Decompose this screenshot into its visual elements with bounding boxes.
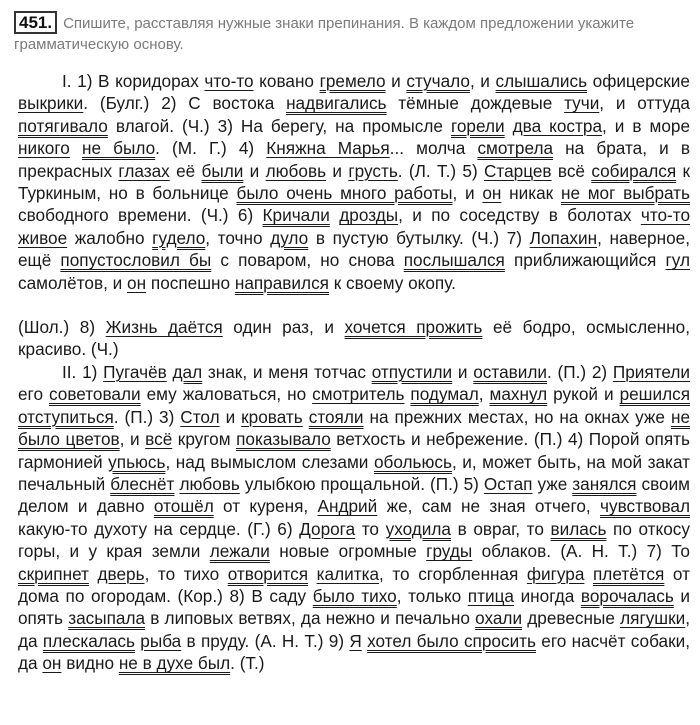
text-segment: знак, и меня тотчас <box>202 361 372 382</box>
predicate-word: упьюсь <box>108 451 166 472</box>
part-1-paragraph <box>18 70 690 294</box>
text-segment: на брата, и в прекрасных <box>18 138 690 181</box>
subject-word: тучи <box>564 93 600 114</box>
subject-word: смотритель <box>312 384 405 405</box>
text-segment: от куреня, <box>213 496 318 517</box>
text-segment: от дома по огородам. (Кор.) 8) В саду <box>18 563 690 606</box>
subject-word: Приятели <box>612 361 690 382</box>
text-segment: видно <box>61 653 119 674</box>
subject-word: птица <box>467 585 514 606</box>
text-segment: и <box>452 361 474 382</box>
text-segment <box>89 564 98 584</box>
text-segment: новые огромные <box>269 541 427 562</box>
predicate-word: Кричали <box>262 205 330 226</box>
subject-word: Княжна Марья <box>266 138 390 159</box>
text-segment: тёмные дождевые <box>386 93 565 114</box>
subject-word: фигура <box>526 563 585 584</box>
predicate-word: оставили <box>473 361 548 382</box>
text-segment: ковано <box>253 71 320 91</box>
text-segment: , только <box>396 585 468 606</box>
predicate-word: охали <box>475 608 523 629</box>
predicate-word: плетётся <box>593 563 665 584</box>
subject-word: Андрий <box>317 496 378 517</box>
text-segment <box>505 116 513 136</box>
subject-word: дверь <box>97 563 145 584</box>
text-segment: , над вымыслом слезами <box>165 451 374 472</box>
text-segment: свободного времени. (Ч.) 6) <box>18 205 263 226</box>
subject-word: Старцев <box>484 160 552 181</box>
predicate-word: чувствовал <box>600 496 690 517</box>
subject-word: любовь <box>265 160 327 181</box>
subject-word: Я <box>349 630 362 651</box>
predicate-word: направился <box>234 272 329 293</box>
text-segment: древесные <box>522 608 621 629</box>
text-segment: , да <box>18 608 690 651</box>
text-segment: II. 1) <box>62 361 104 382</box>
part-2-paragraph <box>18 361 690 675</box>
subject-word: всё <box>145 429 173 450</box>
text-segment: уже <box>532 473 573 494</box>
text-segment: её <box>169 160 202 181</box>
predicate-word: горели <box>450 115 505 136</box>
subject-word: лягушки <box>620 608 686 629</box>
text-segment: , <box>478 384 490 405</box>
text-segment: какую-то духоту на сердце. (Г.) 6) <box>18 518 300 539</box>
subject-word: груды <box>426 541 473 562</box>
text-segment <box>584 564 593 584</box>
text-segment: улыбкою прощальной. (П.) 5) <box>239 473 484 494</box>
predicate-word: не было цветов <box>18 406 691 450</box>
text-segment: и опять <box>18 585 690 629</box>
text-segment: , наверное, ещё <box>18 227 690 271</box>
subject-word: что-то живое <box>18 205 691 248</box>
text-segment: кругом <box>172 429 237 450</box>
text-segment: его насчёт собаки, да <box>18 630 690 674</box>
text-segment: самолётов, и <box>18 272 128 293</box>
subject-word: гул <box>665 250 690 271</box>
predicate-word: не в духе был <box>118 653 231 674</box>
predicate-word: засыпала <box>68 608 146 629</box>
predicate-word: слышались <box>495 71 588 91</box>
predicate-word: стояли <box>308 406 364 427</box>
text-segment: , точно <box>205 227 271 248</box>
predicate-word: плескалась <box>42 630 135 651</box>
text-segment: к своему окопу. <box>328 272 456 293</box>
subject-word: калитка <box>316 563 380 584</box>
predicate-word: вилась <box>550 518 607 539</box>
text-segment: , и, может быть, на мой закат печальный <box>18 451 691 494</box>
subject-word: любовь <box>179 473 240 494</box>
text-segment: , и <box>452 183 483 204</box>
part-1-continuation <box>18 316 690 361</box>
predicate-word: отошёл <box>153 496 214 517</box>
predicate-word: отворится <box>227 563 309 584</box>
text-segment: . (Т.) <box>230 653 265 674</box>
task-number: 451. <box>14 11 57 34</box>
subject-word: никого <box>18 138 70 159</box>
subject-word: рыба <box>140 630 182 651</box>
text-segment: и <box>385 71 407 91</box>
predicate-word: махнул <box>489 384 548 405</box>
text-segment: в липовых ветвях, да нежно и печально <box>145 608 476 629</box>
text-segment: своим делом и давно <box>18 473 690 517</box>
subject-word: Жизнь даётся <box>105 317 223 338</box>
predicate-word: отпустили <box>371 361 453 382</box>
predicate-word: стучало <box>406 71 470 91</box>
text-segment: (Шол.) 8) <box>18 317 106 338</box>
text-segment: I. 1) В коридорах <box>62 71 205 91</box>
text-segment: . (Л. Т.) 5) <box>397 160 485 181</box>
text-segment: по откосу горы, и у края земли <box>18 518 690 562</box>
text-segment: , и <box>469 71 496 91</box>
subject-word: выкрики <box>18 93 84 114</box>
predicate-word: дал <box>172 361 203 382</box>
predicate-word: хочется прожить <box>344 317 483 338</box>
predicate-word: обольюсь <box>373 451 452 472</box>
predicate-word: смотрела <box>477 138 554 159</box>
text-segment: иногда <box>513 585 581 606</box>
subject-word: глазах <box>118 160 170 181</box>
predicate-word: потягивало <box>18 115 108 136</box>
text-segment: ветхость и небрежение. (П.) 4) Порой опять гармонией <box>18 429 690 472</box>
text-segment: , и оттуда <box>599 93 690 114</box>
text-segment: один раз, и <box>222 317 345 338</box>
text-segment: , и <box>119 429 146 450</box>
text-segment: приближающийся <box>504 250 666 271</box>
text-segment: офицерские <box>587 71 690 91</box>
text-segment: облаков. (А. Н. Т.) 7) То <box>472 541 690 562</box>
text-segment: поспешно <box>146 272 235 293</box>
text-segment: . (М. Г.) 4) <box>155 138 267 159</box>
predicate-word: гремело <box>319 71 386 91</box>
text-segment: в пруду. (А. Н. Т.) 9) <box>181 630 350 651</box>
subject-word: он <box>482 183 502 204</box>
predicate-word: собирался <box>591 160 677 181</box>
subject-word: он <box>42 653 62 674</box>
predicate-word: советовали <box>48 384 141 405</box>
text-segment: , то сгорбленная <box>379 563 527 584</box>
text-segment: . (П.) 2) <box>547 361 613 382</box>
predicate-word: подумал <box>410 384 479 405</box>
text-segment: на прежних местах, но на окнах уже <box>363 406 671 427</box>
task-header <box>14 11 690 55</box>
text-segment: то <box>355 518 386 539</box>
text-segment <box>70 138 82 158</box>
paragraph-gap <box>18 294 690 316</box>
subject-word: он <box>127 272 147 293</box>
predicate-word: было очень много работы <box>236 183 453 204</box>
exercise-text <box>18 70 690 675</box>
text-segment: ему жаловаться, но <box>140 384 313 405</box>
subject-word: Дорога <box>299 518 356 539</box>
subject-word: Остап <box>483 473 533 494</box>
subject-word: что-то <box>204 71 254 91</box>
text-segment: всё <box>551 160 592 181</box>
text-segment: жалобно <box>67 227 153 248</box>
text-segment: , и в море <box>602 115 691 136</box>
text-segment: никак <box>501 183 561 204</box>
predicate-word: дуло <box>270 227 309 248</box>
predicate-word: скрипнет <box>18 563 89 584</box>
predicate-word: были <box>201 160 244 181</box>
subject-word: Стол <box>180 406 220 427</box>
text-segment: и <box>219 406 242 427</box>
text-segment: , и по соседству в болотах <box>398 205 641 226</box>
predicate-word: ворочалась <box>580 585 674 606</box>
predicate-word: попустословил бы <box>60 250 212 271</box>
predicate-word: блеснёт <box>110 473 175 494</box>
text-segment: влагой. (Ч.) 3) На берегу, на промысле <box>107 115 451 136</box>
predicate-word: уходила <box>385 518 451 539</box>
text-segment: ... молча <box>389 138 478 159</box>
text-segment: рукой и <box>547 384 620 405</box>
predicate-word: не было <box>81 138 156 159</box>
text-segment: . (П.) 3) <box>113 406 181 427</box>
text-segment: к Туркиным, но в больнице <box>18 160 691 204</box>
text-segment: . (Булг.) 2) С востока <box>83 93 287 114</box>
predicate-word: надвигались <box>286 93 387 114</box>
predicate-word: занялся <box>572 473 637 494</box>
text-segment: в овраг, то <box>451 518 551 539</box>
text-segment <box>330 205 339 225</box>
predicate-word: гудело <box>152 227 206 248</box>
text-segment: же, сам не зная отчего, <box>377 496 601 517</box>
predicate-word: лежали <box>209 541 270 562</box>
subject-word: дрозды <box>339 205 399 226</box>
text-segment: с поваром, но снова <box>211 250 404 271</box>
predicate-word: не мог выбрать <box>560 183 691 204</box>
predicate-word: показывало <box>236 429 331 450</box>
text-segment: , то тихо <box>144 563 228 584</box>
text-segment: её бодро, осмысленно, красиво. (Ч.) <box>18 317 690 360</box>
predicate-word: решился отступиться <box>18 384 690 427</box>
subject-word: Лопахин <box>529 227 598 248</box>
predicate-word: было тихо <box>312 585 397 606</box>
text-segment: в пустую бутылку. (Ч.) 7) <box>308 227 530 248</box>
text-segment: его <box>18 384 49 405</box>
subject-word: кровать <box>241 406 303 427</box>
predicate-word: послышался <box>403 250 505 271</box>
subject-word: грусть <box>348 160 398 181</box>
subject-word: Пугачёв <box>103 361 167 382</box>
text-segment: и <box>326 160 349 181</box>
predicate-word: хотел было спросить <box>367 630 536 651</box>
text-segment: и <box>243 160 266 181</box>
text-segment <box>308 564 317 584</box>
subject-word: два костра <box>512 115 603 136</box>
task-instruction: Спишите, расставляя нужные знаки препинания. В каждом предложении укажите грамматическую основу. <box>14 15 635 53</box>
